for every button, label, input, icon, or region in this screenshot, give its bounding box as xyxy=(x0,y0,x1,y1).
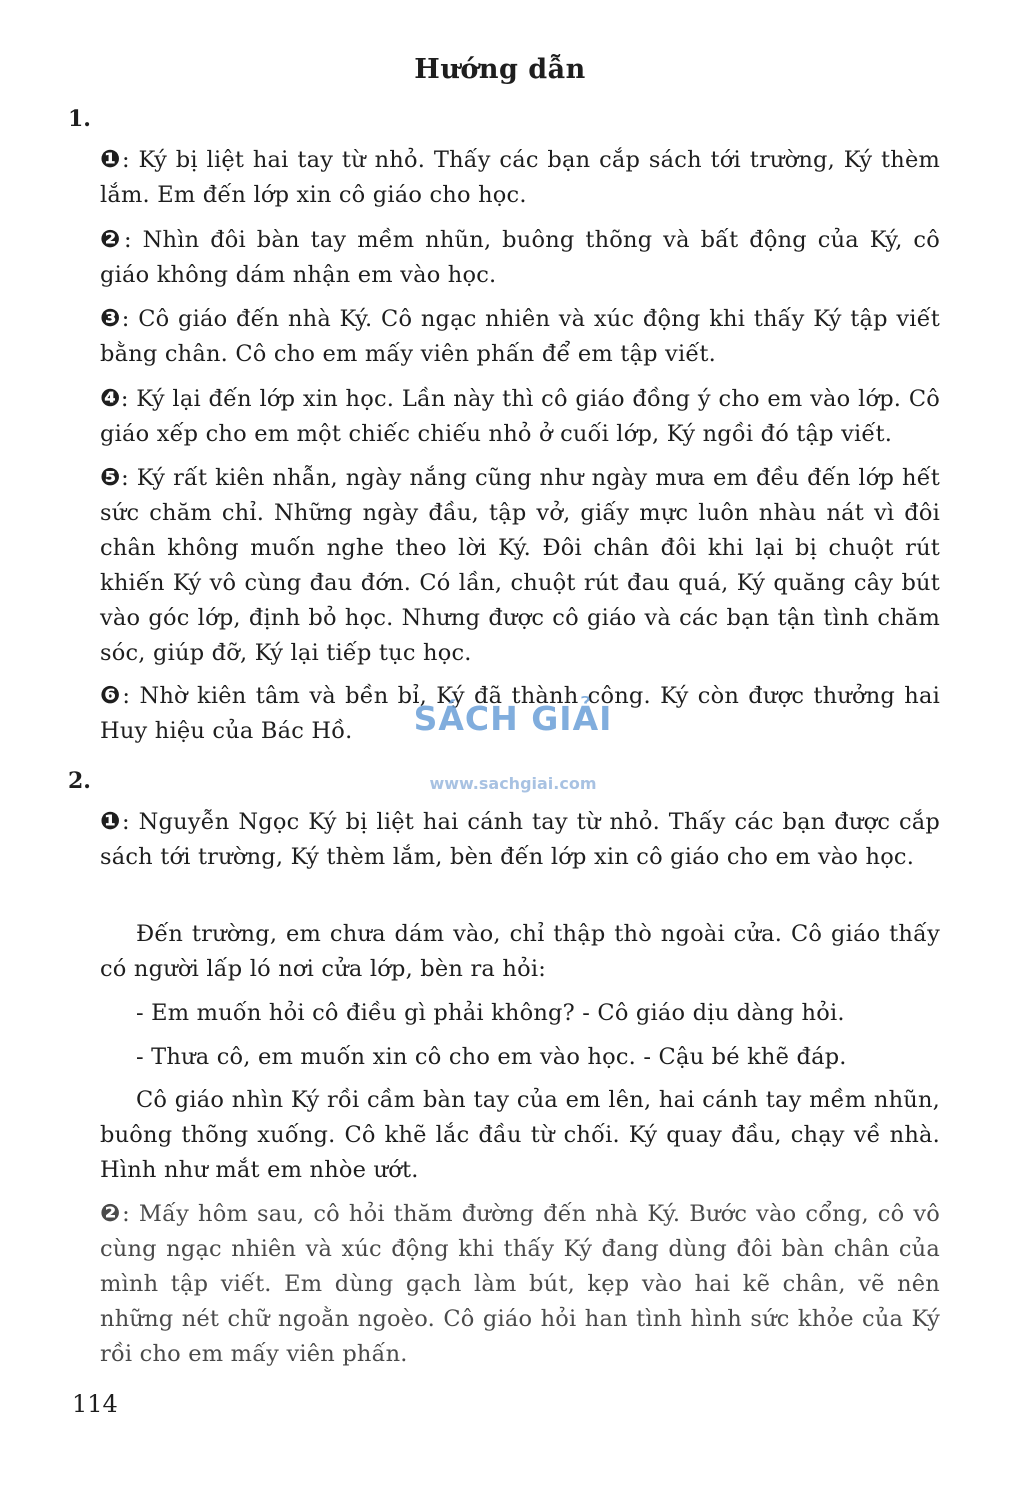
page-number: 114 xyxy=(72,1390,118,1418)
s2-dialogue-1: - Em muốn hỏi cô điều gì phải không? - Cô giáo dịu dàng hỏi. xyxy=(136,1000,845,1026)
number-1-icon: ❶ xyxy=(100,807,123,835)
s1-item-3 xyxy=(100,301,940,372)
s2-paragraph-1: Đến trường, em chưa dám vào, chỉ thập thò ngoài cửa. Cô giáo thấy có người lấp ló nơi cửa lớp, bèn ra hỏi: xyxy=(100,921,940,982)
s1-item-2 xyxy=(100,222,940,293)
watermark-brand: SÁCH GIẢI xyxy=(413,699,613,738)
number-2-icon: ❷ xyxy=(100,225,125,253)
page-title: Hướng dẫn xyxy=(414,54,586,85)
number-3-icon: ❸ xyxy=(100,304,122,332)
s1-item-4 xyxy=(100,381,940,452)
s2-dialogue-2: - Thưa cô, em muốn xin cô cho em vào học. - Cậu bé khẽ đáp. xyxy=(136,1044,847,1070)
s1-item-1-text: : Ký bị liệt hai tay từ nhỏ. Thấy các bạn cắp sách tới trường, Ký thèm lắm. Em đến lớp xin cô giáo cho học. xyxy=(100,147,940,208)
number-5-icon: ❺ xyxy=(100,463,122,491)
s1-item-4-text: : Ký lại đến lớp xin học. Lần này thì cô giáo đồng ý cho em vào lớp. Cô giáo xếp cho em một chiếc chiếu nhỏ ở cuối lớp, Ký ngồi đó tập viết. xyxy=(100,386,940,447)
number-2-icon: ❷ xyxy=(100,1199,123,1227)
s1-item-5-text: : Ký rất kiên nhẫn, ngày nắng cũng như ngày mưa em đều đến lớp hết sức chăm chỉ. Những ngày đầu, tập vở, giấy mực luôn nhàu nát vì đôi chân không muốn nghe theo lời Ký. Đôi chân đôi khi lại bị chuột rút khiến Ký vô cùng đau đớn. Có lần, chuột rút đau quá, Ký quăng cây bút vào góc lớp, định bỏ học. Nhưng được cô giáo và các bạn tận tình chăm sóc, giúp đỡ, Ký lại tiếp tục học. xyxy=(100,465,940,666)
s2-item-2 xyxy=(100,1196,940,1372)
number-6-icon: ❻ xyxy=(100,681,123,709)
s2-paragraph-2: Cô giáo nhìn Ký rồi cầm bàn tay của em lên, hai cánh tay mềm nhũn, buông thõng xuống. Cô khẽ lắc đầu từ chối. Ký quay đầu, chạy về nhà. Hình như mắt em nhòe ướt. xyxy=(100,1087,940,1183)
watermark-url: www.sachgiai.com xyxy=(429,774,597,793)
number-4-icon: ❹ xyxy=(100,384,121,412)
s2-item-2-text: : Mấy hôm sau, cô hỏi thăm đường đến nhà Ký. Bước vào cổng, cô vô cùng ngạc nhiên và xúc động khi thấy Ký đang dùng đôi bàn chân của mình tập viết. Em dùng gạch làm bút, kẹp vào hai kẽ chân, vẽ nên những nét chữ ngoằn ngoèo. Cô giáo hỏi han tình hình sức khỏe của Ký rồi cho em mấy viên phấn. xyxy=(100,1201,940,1367)
section-number-1: 1. xyxy=(68,106,91,132)
section-number-2: 2. xyxy=(68,768,91,794)
s2-item-1-text: : Nguyễn Ngọc Ký bị liệt hai cánh tay từ nhỏ. Thấy các bạn được cắp sách tới trường, Ký thèm lắm, bèn đến lớp xin cô giáo cho em vào học. xyxy=(100,809,940,870)
watermark xyxy=(408,700,618,793)
number-1-icon: ❶ xyxy=(100,145,122,173)
s1-item-1 xyxy=(100,142,940,213)
s1-item-5 xyxy=(100,460,940,671)
s1-item-3-text: : Cô giáo đến nhà Ký. Cô ngạc nhiên và xúc động khi thấy Ký tập viết bằng chân. Cô cho em mấy viên phấn để em tập viết. xyxy=(100,306,940,367)
s2-item-1 xyxy=(100,804,940,875)
s1-item-2-text: : Nhìn đôi bàn tay mềm nhũn, buông thõng và bất động của Ký, cô giáo không dám nhận em vào học. xyxy=(100,227,940,288)
s1-item-6-text: : Nhờ kiên tâm và bền bỉ, Ký đã thành công. Ký còn được thưởng hai Huy hiệu của Bác Hồ. xyxy=(100,683,940,744)
